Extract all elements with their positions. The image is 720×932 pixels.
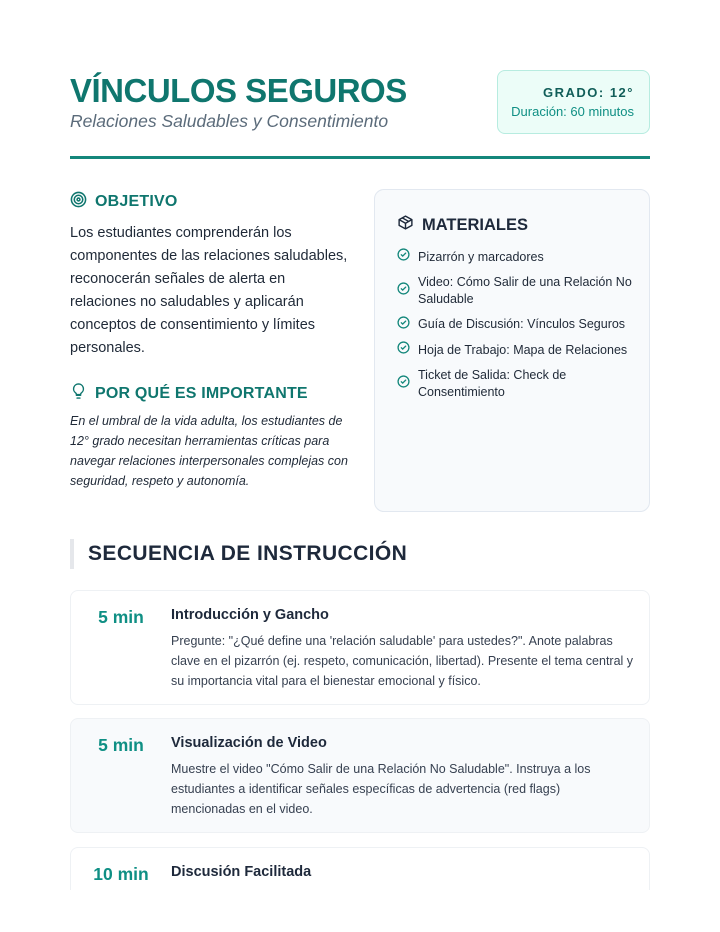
check-circle-icon — [397, 341, 418, 360]
step-time: 5 min — [98, 735, 144, 755]
sequence-step — [70, 590, 650, 705]
material-label: Hoja de Trabajo: Mapa de Relaciones — [418, 342, 628, 357]
header — [70, 70, 650, 160]
check-circle-icon — [397, 282, 418, 301]
grade-label: GRADO: 12° — [543, 85, 634, 100]
importance-text: En el umbral de la vida adulta, los estudiantes de 12° grado necesitan herramientas críticas para navegar relaciones interpersonales complejas con seguridad, respeto y autonomía. — [70, 414, 348, 488]
check-circle-icon — [397, 248, 418, 267]
list-item — [397, 316, 637, 335]
materials-heading — [397, 214, 528, 236]
objective-heading — [70, 191, 178, 213]
step-time: 5 min — [98, 607, 144, 627]
materials-list — [397, 248, 637, 409]
page-bottom-mask — [0, 890, 720, 932]
page-title: VÍNCULOS SEGUROS — [70, 72, 407, 109]
step-description: Pregunte: "¿Qué define una 'relación saludable' para ustedes?". Anote palabras clave en el pizarrón (ej. respeto, comunicación, libertad). Presente el tema central y su importancia vital para el bienestar emocional y físico. — [171, 634, 634, 688]
check-circle-icon — [397, 375, 418, 394]
step-title: Discusión Facilitada — [171, 864, 312, 880]
grade-badge — [497, 70, 650, 134]
material-label: Guía de Discusión: Vínculos Seguros — [418, 317, 626, 331]
step-description: Muestre el video "Cómo Salir de una Relación No Saludable". Instruya a los estudiantes a identificar señales específicas de advertencia (red flags) mencionadas en el video. — [171, 762, 591, 816]
step-time: 10 min — [93, 864, 149, 884]
lightbulb-icon — [70, 382, 95, 405]
material-label: Ticket de Salida: Check de Consentimiento — [418, 367, 567, 399]
list-item — [397, 274, 637, 309]
duration-label: Duración: 60 minutos — [511, 104, 634, 119]
sequence-step — [70, 718, 650, 833]
target-icon — [70, 191, 95, 213]
objective-heading-label: OBJETIVO — [95, 193, 178, 210]
step-title: Visualización de Video — [171, 735, 327, 751]
list-item — [397, 248, 637, 267]
sequence-heading: SECUENCIA DE INSTRUCCIÓN — [70, 539, 407, 569]
step-title: Introducción y Gancho — [171, 607, 329, 623]
material-label: Pizarrón y marcadores — [418, 249, 544, 264]
materials-heading-label: MATERIALES — [422, 215, 529, 234]
check-circle-icon — [397, 316, 418, 335]
importance-heading-label: POR QUÉ ES IMPORTANTE — [95, 384, 308, 402]
header-divider — [70, 156, 650, 159]
page-subtitle: Relaciones Saludables y Consentimiento — [70, 111, 389, 131]
list-item — [397, 341, 637, 360]
materials-card — [374, 189, 650, 512]
material-label: Video: Cómo Salir de una Relación No Saludable — [418, 274, 632, 306]
importance-heading — [70, 382, 308, 405]
box-icon — [397, 214, 422, 236]
objective-text: Los estudiantes comprenderán los componentes de las relaciones saludables, reconocerán señales de alerta en relaciones no saludables y aplicarán conceptos de consentimiento y límites personales. — [70, 225, 348, 356]
list-item — [397, 367, 637, 402]
